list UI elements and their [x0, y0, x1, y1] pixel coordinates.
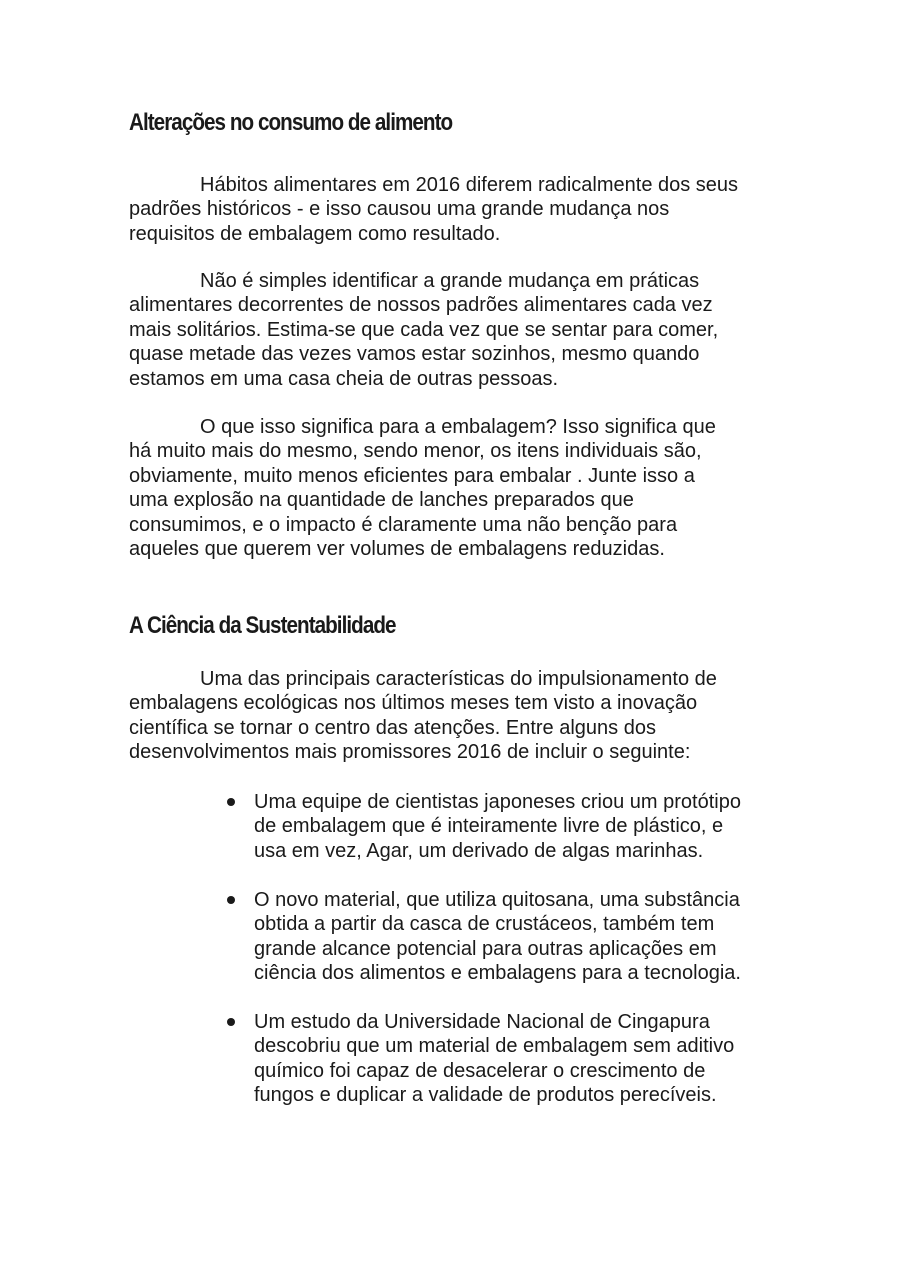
paragraph-line: mais solitários. Estima-se que cada vez que se sentar para comer, — [129, 318, 719, 341]
paragraph-line: uma explosão na quantidade de lanches preparados que — [129, 489, 634, 512]
paragraph-line: estamos em uma casa cheia de outras pessoas. — [129, 367, 559, 390]
list-item — [225, 790, 805, 863]
paragraph-line: há muito mais do mesmo, sendo menor, os itens individuais são, — [129, 440, 702, 463]
bullet-line: Um estudo da Universidade Nacional de Cingapura — [254, 1011, 710, 1034]
paragraph-line: alimentares decorrentes de nossos padrões alimentares cada vez — [129, 294, 713, 317]
paragraph-eating-habits — [129, 173, 789, 246]
bullet-line: químico foi capaz de desacelerar o crescimento de — [254, 1059, 706, 1082]
paragraph-line: quase metade das vezes vamos estar sozinhos, mesmo quando — [129, 343, 700, 366]
bullet-line: Uma equipe de cientistas japoneses criou um protótipo — [254, 791, 741, 813]
bullet-icon — [227, 1018, 235, 1026]
list-item — [225, 888, 805, 986]
section-heading-sustainability-science: A Ciência da Sustentabilidade — [129, 612, 396, 639]
section-heading-food-consumption: Alterações no consumo de alimento — [129, 109, 453, 136]
paragraph-line: O que isso significa para a embalagem? Isso significa que — [200, 416, 716, 438]
paragraph-scientific-innovation — [129, 667, 789, 765]
bullet-line: usa em vez, Agar, um derivado de algas marinhas. — [254, 839, 704, 862]
paragraph-line: científica se tornar o centro das atenções. Entre alguns dos — [129, 716, 656, 739]
paragraph-line: embalagens ecológicas nos últimos meses tem visto a inovação — [129, 692, 698, 715]
bullet-list-developments — [225, 790, 805, 1132]
bullet-line: de embalagem que é inteiramente livre de plástico, e — [254, 815, 724, 838]
bullet-line: ciência dos alimentos e embalagens para a tecnologia. — [254, 962, 741, 985]
paragraph-line: Hábitos alimentares em 2016 diferem radicalmente dos seus — [200, 174, 739, 196]
paragraph-line: desenvolvimentos mais promissores 2016 de incluir o seguinte: — [129, 741, 691, 764]
bullet-icon — [227, 798, 235, 806]
paragraph-line: consumimos, e o impacto é claramente uma não benção para — [129, 513, 678, 536]
bullet-line: fungos e duplicar a validade de produtos perecíveis. — [254, 1084, 717, 1107]
paragraph-line: obviamente, muito menos eficientes para embalar . Junte isso a — [129, 464, 695, 487]
paragraph-line: Não é simples identificar a grande mudança em práticas — [200, 270, 700, 292]
paragraph-line: aqueles que querem ver volumes de embalagens reduzidas. — [129, 538, 665, 561]
bullet-line: O novo material, que utiliza quitosana, uma substância — [254, 888, 740, 911]
bullet-line: grande alcance potencial para outras aplicações em — [254, 937, 717, 960]
paragraph-line: requisitos de embalagem como resultado. — [129, 222, 501, 245]
bullet-line: obtida a partir da casca de crustáceos, também tem — [254, 913, 715, 936]
list-item — [225, 1010, 805, 1108]
bullet-line: descobriu que um material de embalagem sem aditivo — [254, 1035, 735, 1058]
paragraph-packaging-impact — [129, 415, 789, 561]
paragraph-line: padrões históricos - e isso causou uma grande mudança nos — [129, 198, 670, 221]
bullet-icon — [227, 896, 235, 904]
paragraph-solitary-eating — [129, 269, 789, 391]
paragraph-line: Uma das principais características do impulsionamento de — [200, 668, 717, 690]
